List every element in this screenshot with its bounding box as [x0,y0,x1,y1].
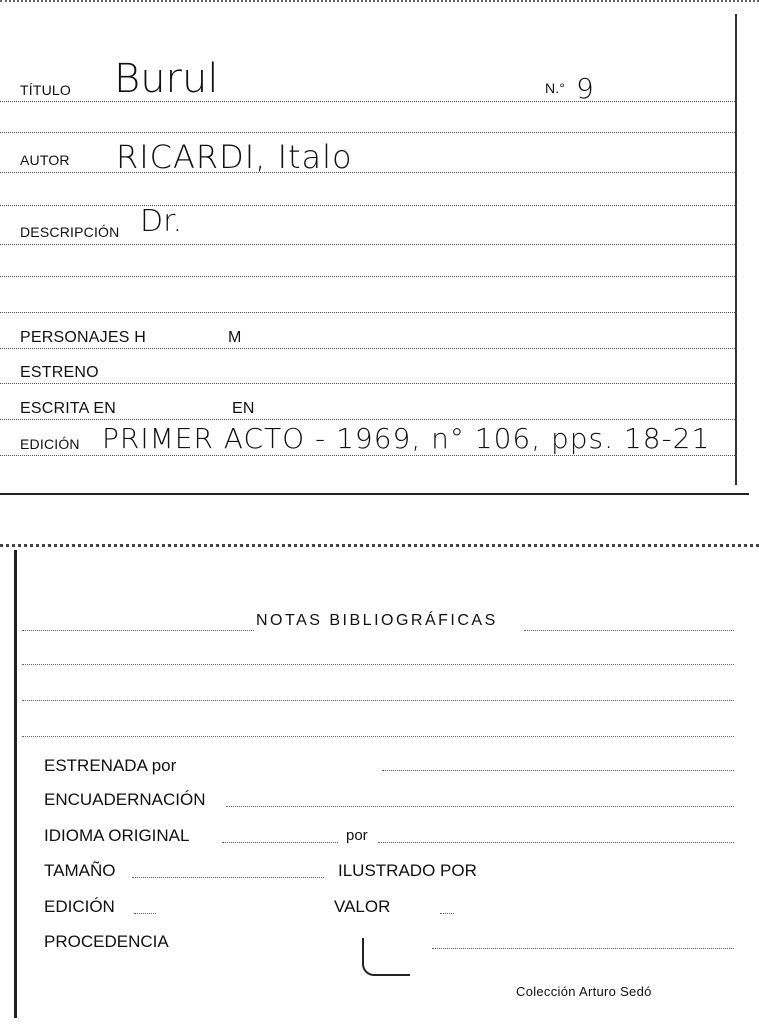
dotted-leader [226,806,734,807]
dotted-leader [132,877,324,878]
rule-line [0,205,737,206]
edicion-back-label: EDICIÓN [44,897,115,916]
card-right-edge [735,14,737,485]
card-top-edge [0,0,759,16]
notas-title: NOTAS BIBLIOGRÁFICAS [256,612,498,629]
dotted-leader [22,664,734,665]
escrita-label: ESCRITA EN [20,400,116,417]
dotted-leader [440,913,454,914]
tamano-label: TAMAÑO [44,861,116,880]
autor-label: AUTOR [20,152,70,168]
procedencia-label: PROCEDENCIA [44,932,169,951]
en-label: EN [232,400,255,417]
dotted-leader [22,630,254,631]
stamp-mark [362,938,410,976]
catalog-card-front [0,0,759,495]
rule-line [0,276,737,277]
autor-rule [0,172,737,173]
dotted-leader [432,948,734,949]
collection-footer: Colección Arturo Sedó [516,984,652,999]
rule-line [0,312,737,313]
idioma-por-label: por [346,827,368,844]
rule-line [0,132,737,133]
dotted-leader [222,842,338,843]
idioma-label: IDIOMA ORIGINAL [44,826,190,845]
titulo-value: Burul [114,56,219,102]
titulo-rule [0,101,737,102]
descripcion-label: DESCRIPCIÓN [20,224,120,240]
numero-label: N.° [545,80,566,96]
escrita-rule [0,419,737,420]
descripcion-value: Dr. [140,204,183,239]
card-top-edge [0,544,759,555]
ilustrado-label: ILUSTRADO POR [338,861,477,880]
edicion-rule [0,455,737,456]
card-bottom-edge [0,493,749,495]
edicion-value: PRIMER ACTO - 1969, n° 106, pps. 18-21 [102,422,711,455]
encuadernacion-label: ENCUADERNACIÓN [44,790,206,809]
valor-label: VALOR [334,897,391,916]
titulo-label: TÍTULO [20,82,71,98]
autor-value: RICARDI, Italo [116,138,353,176]
dotted-leader [22,700,734,701]
edicion-label: EDICIÓN [20,436,80,452]
descripcion-rule [0,244,737,245]
catalog-card-back [0,540,759,1028]
dotted-leader [382,770,734,771]
estreno-rule [0,383,737,384]
personajes-label: PERSONAJES H [20,329,146,346]
estrenada-label: ESTRENADA por [44,756,177,775]
estreno-label: ESTRENO [20,364,99,381]
dotted-leader [524,630,734,631]
numero-value: 9 [576,72,594,105]
card-left-edge [14,550,17,1018]
personajes-rule [0,348,737,349]
dotted-leader [134,913,156,914]
personajes-m-label: M [228,329,242,346]
dotted-leader [378,842,734,843]
dotted-leader [22,736,734,737]
